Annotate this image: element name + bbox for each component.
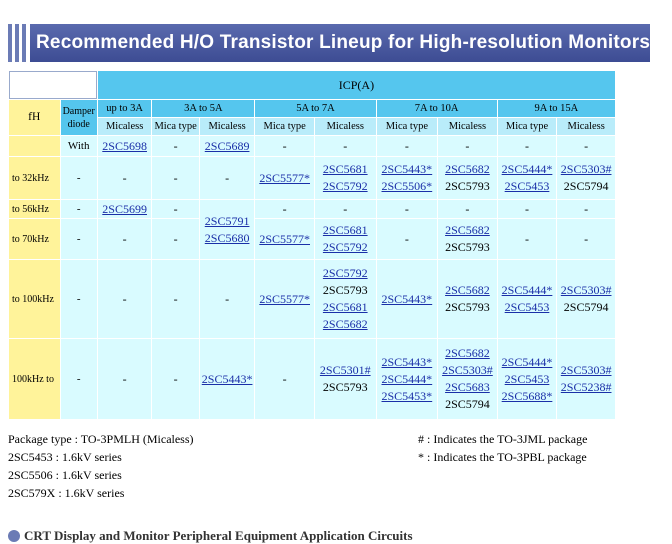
part-number-link[interactable]: 2SC5453 xyxy=(504,179,550,193)
part-number-link[interactable]: 2SC5303# xyxy=(442,363,493,377)
note-line: 2SC5506 : 1.6kV series xyxy=(8,468,122,482)
part-cell xyxy=(200,157,255,199)
part-cell xyxy=(152,200,198,218)
dash-value: - xyxy=(465,138,470,153)
part-number-link[interactable]: 2SC5688* xyxy=(501,388,553,403)
part-cell xyxy=(377,157,438,199)
dash-value: - xyxy=(525,231,529,246)
part-cell xyxy=(315,219,376,259)
part-number-link[interactable]: 2SC5577* xyxy=(259,170,310,185)
part-number: 2SC5793 xyxy=(322,380,368,394)
note-line: 2SC5453 : 1.6kV series xyxy=(8,450,122,464)
type-header: Micaless xyxy=(438,118,497,135)
part-cell xyxy=(498,157,557,199)
damper-header: Damper diode xyxy=(61,100,97,135)
part-cell xyxy=(152,157,198,199)
part-cell xyxy=(377,339,438,419)
type-header: Micaless xyxy=(315,118,376,135)
part-cell xyxy=(152,339,198,419)
bullet-icon xyxy=(8,530,20,542)
part-number-link[interactable]: 2SC5681 xyxy=(322,300,368,314)
symbol-legend xyxy=(418,430,587,466)
part-number: 2SC5793 xyxy=(445,240,490,254)
part-cell xyxy=(98,219,152,259)
part-cell xyxy=(255,219,314,259)
part-cell xyxy=(315,136,376,156)
dash-value: - xyxy=(584,138,589,153)
dash-value: - xyxy=(122,170,127,185)
part-number-link[interactable]: 2SC5444* xyxy=(501,283,553,297)
part-number-link[interactable]: 2SC5681 xyxy=(322,162,368,176)
part-cell xyxy=(98,260,152,338)
part-cell xyxy=(200,339,255,419)
dash-value: - xyxy=(122,371,127,386)
part-number-link[interactable]: 2SC5682 xyxy=(445,223,490,237)
part-cell xyxy=(200,260,255,338)
part-number-link[interactable]: 2SC5682 xyxy=(445,346,490,360)
dash-value: - xyxy=(404,201,409,216)
part-cell xyxy=(200,200,255,259)
dash-value: - xyxy=(173,371,178,386)
section-heading xyxy=(8,528,413,544)
part-cell xyxy=(557,200,615,218)
part-number-link[interactable]: 2SC5792 xyxy=(322,266,368,280)
fh-cell: to 56kHz xyxy=(9,200,60,218)
range-header: 9A to 15A xyxy=(498,100,615,117)
part-number: 2SC5794 xyxy=(563,300,609,314)
dash-value: - xyxy=(173,231,178,246)
legend-line: * : Indicates the TO-3PBL package xyxy=(418,450,587,464)
note-line: Package type : TO-3PMLH (Micaless) xyxy=(8,432,194,446)
dash-value: - xyxy=(282,201,287,216)
fh-header: fH xyxy=(9,100,60,135)
range-header: 5A to 7A xyxy=(255,100,375,117)
type-header: Micaless xyxy=(98,118,152,135)
fh-cell xyxy=(9,136,60,156)
part-number-link[interactable]: 2SC5444* xyxy=(381,371,433,386)
dash-value: - xyxy=(584,201,589,216)
part-number-link[interactable]: 2SC5453 xyxy=(504,371,550,386)
dash-value: - xyxy=(122,231,127,246)
package-notes xyxy=(8,430,194,502)
part-cell xyxy=(557,219,615,259)
part-number-link[interactable]: 2SC5303# xyxy=(560,162,612,176)
dash-value: - xyxy=(343,201,348,216)
part-number: 2SC5794 xyxy=(445,397,490,411)
part-number-link[interactable]: 2SC5444* xyxy=(501,162,553,176)
part-number-link[interactable]: 2SC5698 xyxy=(102,138,147,153)
part-cell xyxy=(98,157,152,199)
part-cell xyxy=(498,260,557,338)
corner-cell xyxy=(9,71,97,99)
part-cell xyxy=(152,136,198,156)
fh-cell: to 32kHz xyxy=(9,157,60,199)
part-cell xyxy=(377,260,438,338)
part-cell xyxy=(255,260,314,338)
part-cell xyxy=(315,260,376,338)
part-number-link[interactable]: 2SC5443* xyxy=(381,354,433,369)
table-row xyxy=(9,339,615,419)
banner-stripes xyxy=(8,24,30,62)
part-number-link[interactable]: 2SC5443* xyxy=(201,371,253,386)
dash-value: - xyxy=(225,170,230,185)
part-number: 2SC5793 xyxy=(445,300,490,314)
title-banner xyxy=(8,24,651,62)
table-row xyxy=(9,260,615,338)
part-cell xyxy=(200,136,255,156)
damper-cell: - xyxy=(61,339,97,419)
damper-cell: - xyxy=(61,219,97,259)
table-row xyxy=(9,136,615,156)
section-heading-text: CRT Display and Monitor Peripheral Equipment Application Circuits xyxy=(24,528,413,543)
part-cell xyxy=(98,200,152,218)
transistor-lineup-table xyxy=(8,70,616,420)
note-line: 2SC579X : 1.6kV series xyxy=(8,486,125,500)
damper-cell: - xyxy=(61,260,97,338)
range-header: 3A to 5A xyxy=(152,100,254,117)
part-number-link[interactable]: 2SC5453 xyxy=(504,300,550,314)
part-number: 2SC5793 xyxy=(445,179,490,193)
part-number-link[interactable]: 2SC5577* xyxy=(259,231,310,246)
type-header: Micaless xyxy=(557,118,615,135)
part-cell xyxy=(255,157,314,199)
part-cell xyxy=(557,339,615,419)
table-row xyxy=(9,157,615,199)
part-cell xyxy=(557,136,615,156)
part-cell xyxy=(377,219,438,259)
part-cell xyxy=(438,157,497,199)
part-number-link[interactable]: 2SC5683 xyxy=(445,380,490,394)
part-number-link[interactable]: 2SC5681 xyxy=(322,223,368,237)
page-title: Recommended H/O Transistor Lineup for High-resolution Monitors xyxy=(30,24,650,62)
dash-value: - xyxy=(404,231,409,246)
part-number-link[interactable]: 2SC5792 xyxy=(322,240,368,254)
type-header: Mica type xyxy=(255,118,314,135)
part-number-link[interactable]: 2SC5444* xyxy=(501,354,553,369)
range-header: up to 3A xyxy=(98,100,152,117)
part-cell xyxy=(152,219,198,259)
dash-value: - xyxy=(173,201,178,216)
part-cell xyxy=(438,339,497,419)
part-number-link[interactable]: 2SC5689 xyxy=(204,138,250,153)
part-number-link[interactable]: 2SC5682 xyxy=(445,162,490,176)
part-number-link[interactable]: 2SC5303# xyxy=(560,283,612,297)
part-cell xyxy=(255,136,314,156)
dash-value: - xyxy=(525,138,529,153)
dash-value: - xyxy=(584,231,589,246)
part-cell xyxy=(438,200,497,218)
part-number: 2SC5793 xyxy=(322,283,368,297)
part-number-link[interactable]: 2SC5699 xyxy=(102,201,147,216)
part-cell xyxy=(255,339,314,419)
type-header: Mica type xyxy=(377,118,438,135)
part-cell xyxy=(315,157,376,199)
part-number-link[interactable]: 2SC5682 xyxy=(322,317,368,331)
part-number-link[interactable]: 2SC5301# xyxy=(319,363,371,377)
type-header: Micaless xyxy=(200,118,255,135)
part-number-link[interactable]: 2SC5791 xyxy=(204,213,250,228)
fh-cell: to 100kHz xyxy=(9,260,60,338)
part-number-link[interactable]: 2SC5453* xyxy=(381,388,433,403)
dash-value: - xyxy=(465,201,470,216)
part-cell xyxy=(315,339,376,419)
part-number-link[interactable]: 2SC5792 xyxy=(322,179,368,193)
part-number-link[interactable]: 2SC5443* xyxy=(381,162,433,176)
part-cell xyxy=(377,136,438,156)
table-row xyxy=(9,219,615,259)
part-number-link[interactable]: 2SC5506* xyxy=(381,179,433,193)
part-number-link[interactable]: 2SC5443* xyxy=(381,291,433,306)
part-cell xyxy=(98,136,152,156)
part-cell xyxy=(498,219,557,259)
part-number-link[interactable]: 2SC5577* xyxy=(259,291,310,306)
icp-header: ICP(A) xyxy=(98,71,615,99)
part-cell xyxy=(315,200,376,218)
part-cell xyxy=(438,260,497,338)
fh-cell: to 70kHz xyxy=(9,219,60,259)
damper-cell: With xyxy=(61,136,97,156)
part-cell xyxy=(377,200,438,218)
fh-cell: 100kHz to xyxy=(9,339,60,419)
part-cell xyxy=(438,136,497,156)
part-cell xyxy=(255,200,314,218)
dash-value: - xyxy=(122,291,127,306)
part-cell xyxy=(498,136,557,156)
dash-value: - xyxy=(343,138,348,153)
part-cell xyxy=(557,260,615,338)
part-cell xyxy=(498,339,557,419)
part-number-link[interactable]: 2SC5682 xyxy=(445,283,490,297)
part-cell xyxy=(98,339,152,419)
type-header: Mica type xyxy=(152,118,198,135)
part-cell xyxy=(152,260,198,338)
part-number: 2SC5794 xyxy=(563,179,609,193)
table-row xyxy=(9,200,615,218)
legend-line: # : Indicates the TO-3JML package xyxy=(418,432,588,446)
dash-value: - xyxy=(225,291,230,306)
damper-cell: - xyxy=(61,200,97,218)
damper-cell: - xyxy=(61,157,97,199)
type-header: Mica type xyxy=(498,118,557,135)
dash-value: - xyxy=(173,291,178,306)
part-number-link[interactable]: 2SC5303# xyxy=(560,363,612,377)
dash-value: - xyxy=(173,170,178,185)
part-cell xyxy=(557,157,615,199)
dash-value: - xyxy=(404,138,409,153)
dash-value: - xyxy=(282,138,287,153)
range-header: 7A to 10A xyxy=(377,100,497,117)
part-cell xyxy=(438,219,497,259)
part-number-link[interactable]: 2SC5680 xyxy=(204,230,250,245)
part-cell xyxy=(498,200,557,218)
dash-value: - xyxy=(525,201,529,216)
dash-value: - xyxy=(282,371,287,386)
part-number-link[interactable]: 2SC5238# xyxy=(560,380,612,394)
dash-value: - xyxy=(173,138,178,153)
